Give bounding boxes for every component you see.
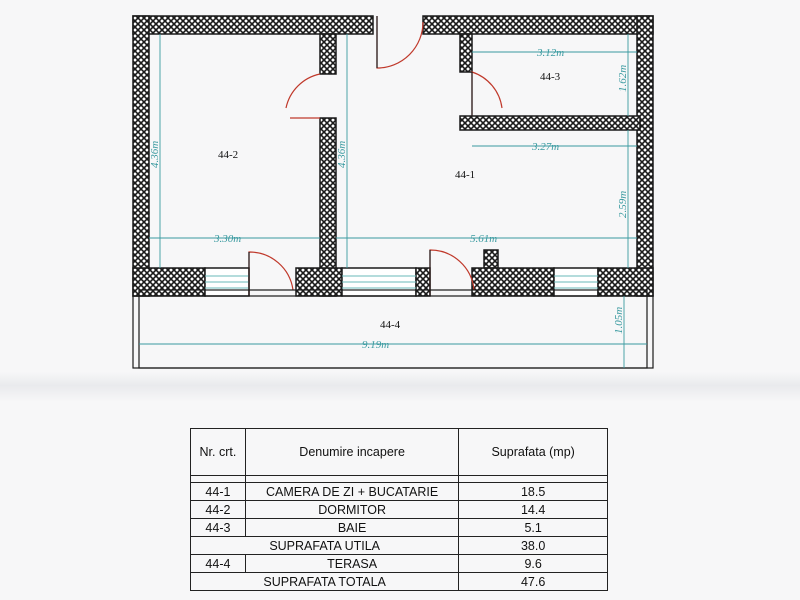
cell-name: SUPRAFATA TOTALA [191, 573, 459, 591]
table-row [191, 483, 608, 501]
header-nr: Nr. crt. [191, 429, 246, 476]
table-row [191, 501, 608, 519]
cell-area: 18.5 [459, 483, 608, 501]
dim-259: 2.59m [617, 190, 629, 218]
room-label-44-4: 44-4 [380, 319, 401, 331]
paper-fold [0, 372, 800, 402]
dim-330: 3.30m [214, 233, 242, 245]
dimension-labels [149, 47, 629, 351]
cell-nr: 44-2 [191, 501, 246, 519]
cell-name: CAMERA DE ZI + BUCATARIE [245, 483, 458, 501]
dim-105: 1.05m [613, 306, 625, 334]
door-leaves [249, 16, 472, 296]
cell-name: DORMITOR [245, 501, 458, 519]
header-area: Suprafata (mp) [459, 429, 608, 476]
cell-area: 38.0 [459, 537, 608, 555]
cell-name: BAIE [245, 519, 458, 537]
cell-nr: 44-1 [191, 483, 246, 501]
cell-area: 9.6 [459, 555, 608, 573]
cell-name: SUPRAFATA UTILA [191, 537, 459, 555]
cell-nr: 44-4 [191, 555, 246, 573]
dim-162: 1.62m [617, 64, 629, 92]
table-row-subtotal [191, 537, 608, 555]
dim-327: 3.27m [532, 141, 560, 153]
room-label-44-2: 44-2 [218, 149, 239, 161]
dim-919: 9.19m [362, 339, 390, 351]
dim-312: 3.12m [537, 47, 565, 59]
dim-436-mid: 4.36m [336, 140, 348, 168]
table-row [191, 555, 608, 573]
walls [133, 16, 653, 296]
area-table [190, 428, 608, 591]
dim-561: 5.61m [470, 233, 498, 245]
cell-name: TERASA [245, 555, 458, 573]
cell-area: 5.1 [459, 519, 608, 537]
table-header-row [191, 429, 608, 476]
table-row [191, 519, 608, 537]
dimension-lines [139, 34, 647, 368]
cell-area: 14.4 [459, 501, 608, 519]
header-name: Denumire incapere [245, 429, 458, 476]
cell-area: 47.6 [459, 573, 608, 591]
dim-436-left: 4.36m [149, 140, 161, 168]
cell-nr: 44-3 [191, 519, 246, 537]
room-label-44-3: 44-3 [540, 71, 561, 83]
room-label-44-1: 44-1 [455, 169, 476, 181]
table-spacer [191, 476, 608, 483]
table-row-total [191, 573, 608, 591]
